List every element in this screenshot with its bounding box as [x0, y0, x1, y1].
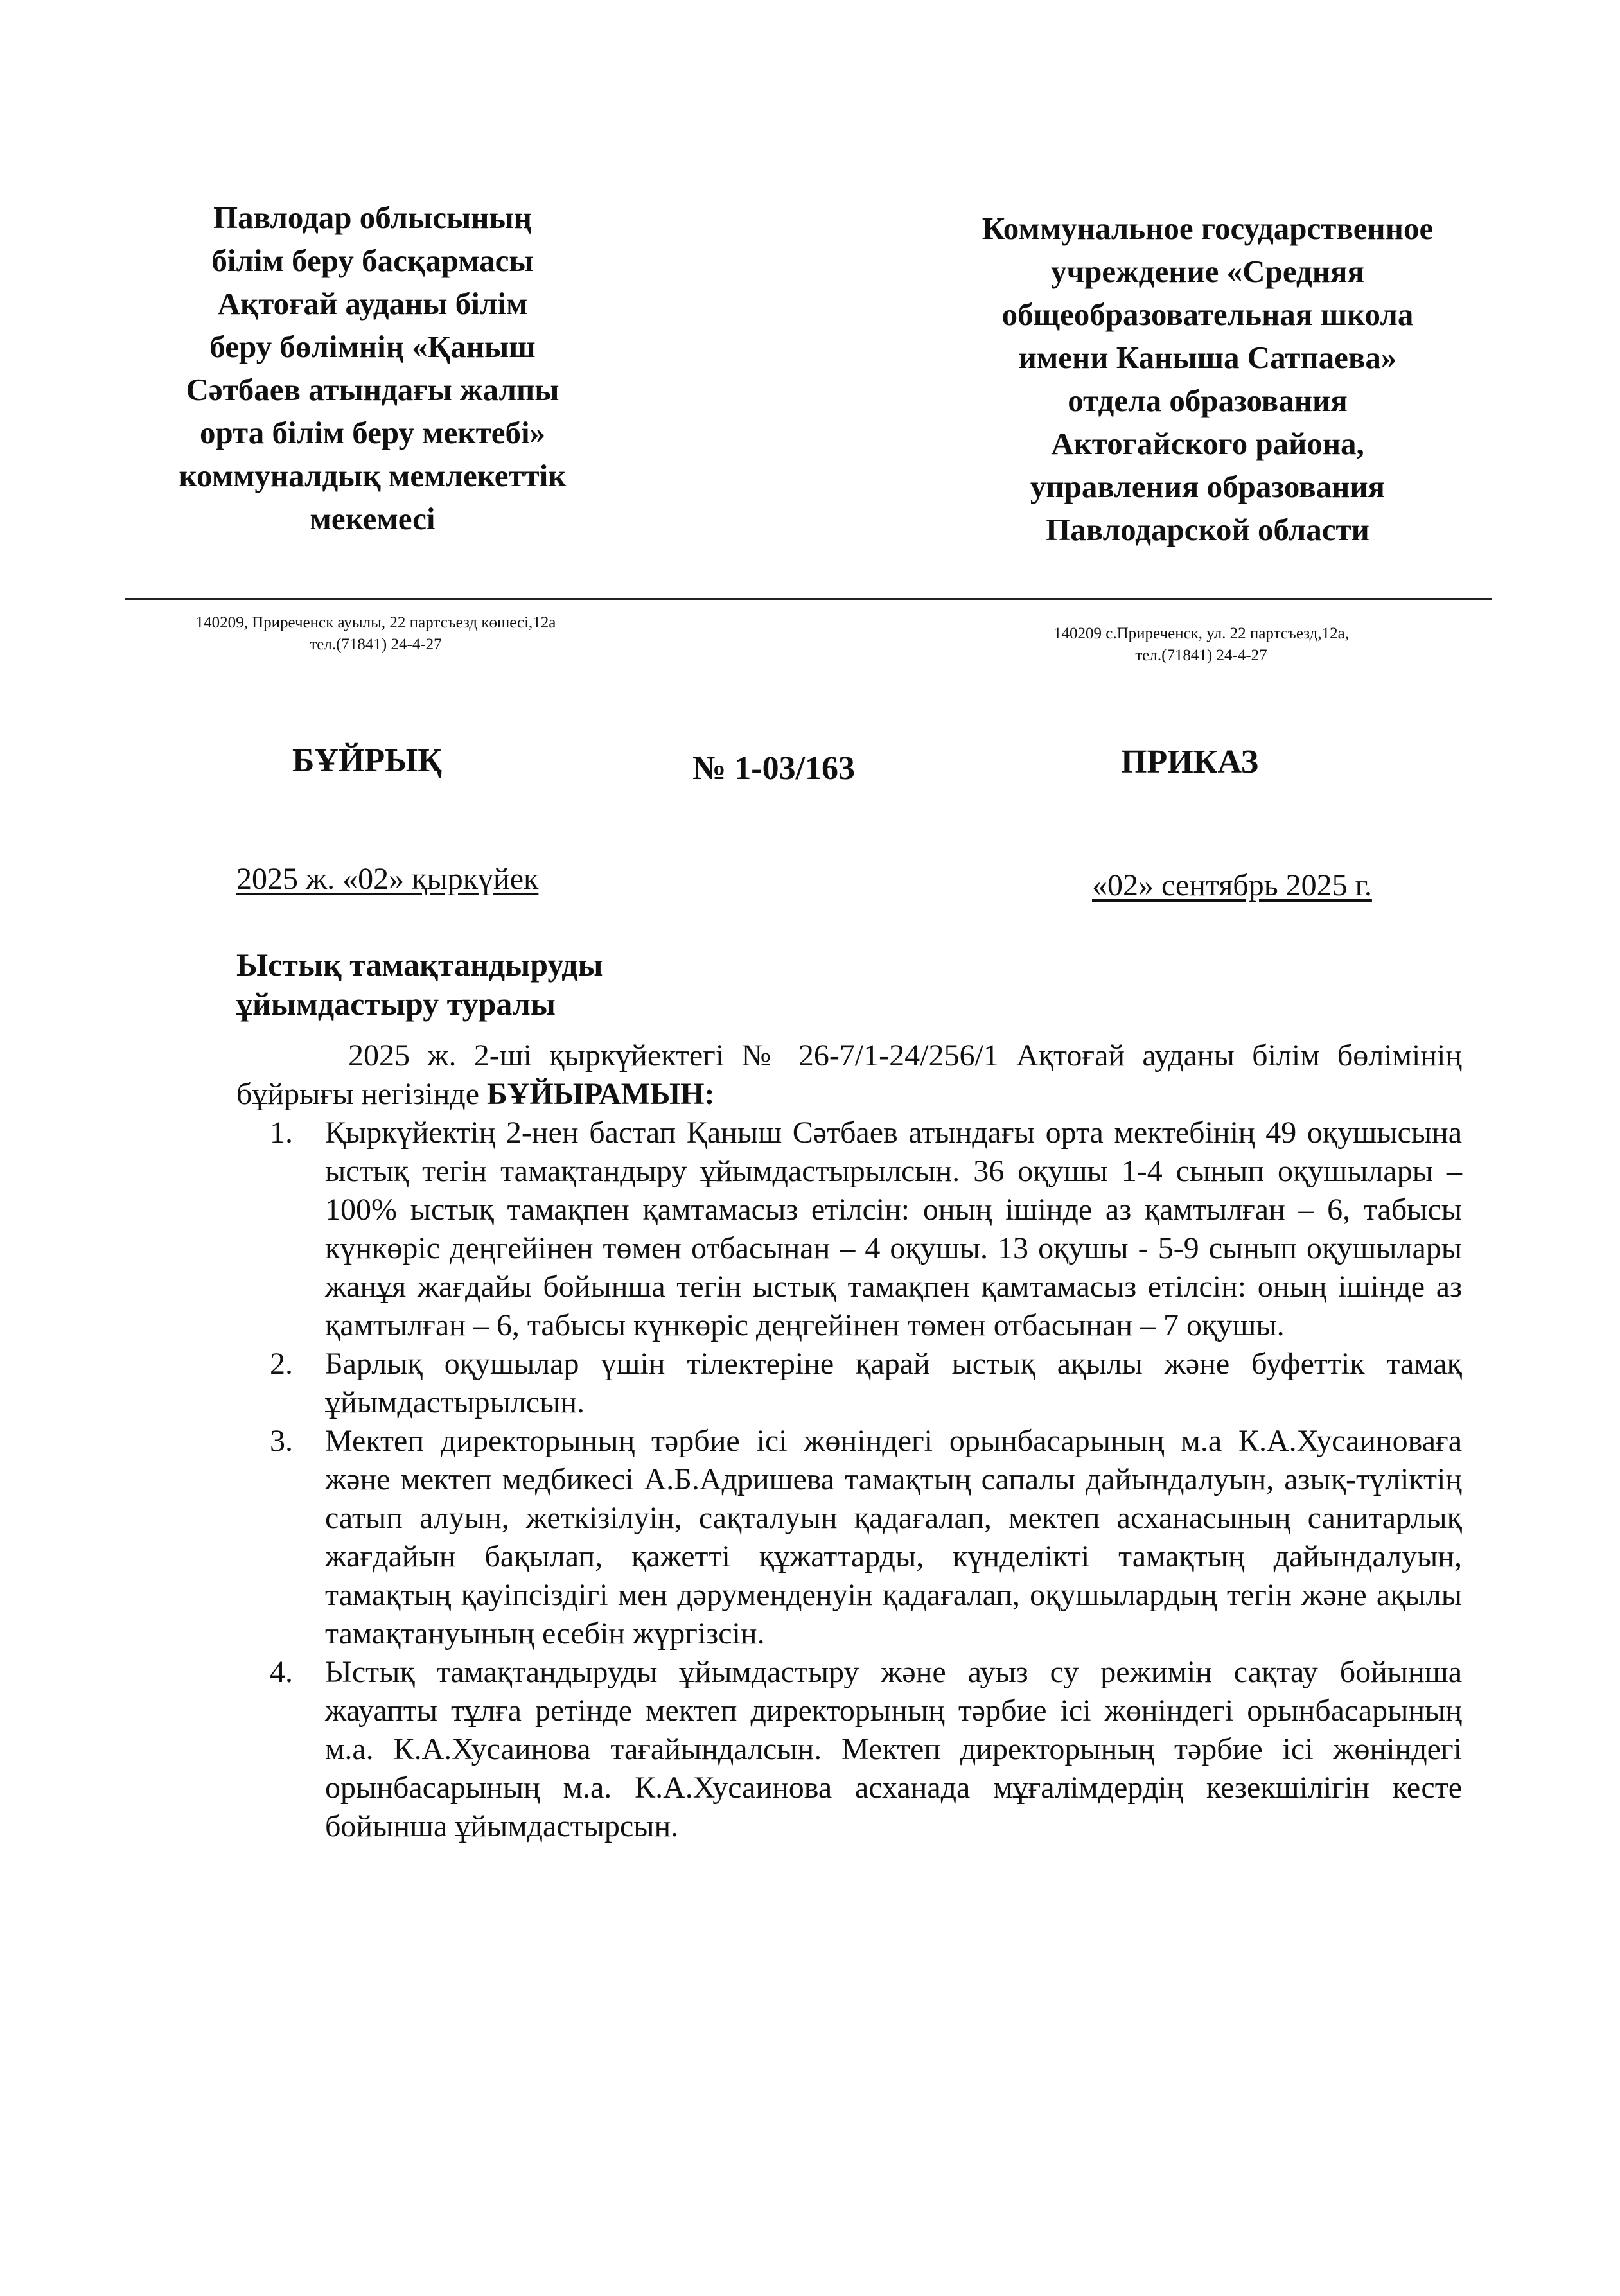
order-item-number: 3.: [270, 1424, 293, 1458]
order-preamble: [236, 1037, 1462, 1114]
order-item-text: Барлық оқушылар үшін тілектеріне қарай ыстық ақылы және буфеттік тамақ ұйымдастырылсын.: [325, 1347, 1462, 1419]
order-item: [270, 1114, 1462, 1345]
kazakh-address: 140209, Приреченск ауылы, 22 партсъезд көшесі,12а тел.(71841) 24-4-27: [195, 614, 556, 653]
order-item-text: Ыстық тамақтандыруды ұйымдастыру және ауыз су режимін сақтау бойынша жауапты тұлға ретінде мектеп директорының тәрбие ісі жөніндегі орынбасарының м.а. К.А.Хусаинова тағайындалсын. Мектеп директорының тәрбие ісі жөніндегі орынбасарының м.а. К.А.Хусаинова асханада мұғалімдердің кезекшілігін кесте бойынша ұйымдастырсын.: [325, 1655, 1462, 1843]
order-title-kazakh: БҰЙРЫҚ: [292, 742, 442, 779]
order-date-russian: «02» сентябрь 2025 г.: [1092, 868, 1372, 902]
order-date-kazakh: 2025 ж. «02» қыркүйек: [236, 862, 539, 896]
russian-address: 140209 с.Приреченск, ул. 22 партсъезд,12а, тел.(71841) 24-4-27: [1053, 625, 1349, 664]
order-item-number: 4.: [270, 1655, 293, 1689]
order-number: № 1-03/163: [692, 750, 856, 787]
order-subject: Ыстық тамақтандыруды ұйымдастыру туралы: [236, 947, 603, 1022]
kazakh-org-header: Павлодар облысының білім беру басқармасы Ақтоғай ауданы білім беру бөлімнің «Қаныш Сәтбаев атындағы жалпы орта білім беру мектебі» коммуналдық мемлекеттік мекемесі: [179, 200, 567, 536]
order-item: [270, 1345, 1462, 1422]
order-items-list: [270, 1114, 1462, 1846]
header-divider: [125, 598, 1492, 600]
preamble-text: 2025 ж. 2-ші қыркүйектегі № 26-7/1-24/256/1 Ақтоғай ауданы білім бөлімінің бұйрығы негізінде: [236, 1038, 1462, 1111]
order-item: [270, 1422, 1462, 1653]
russian-org-header: Коммунальное государственное учреждение «Средняя общеобразовательная школа имени Каныша Сатпаева» отдела образования Актогайского района, управления образования Павлодарской области: [982, 211, 1434, 547]
order-directive: БҰЙЫРАМЫН:: [487, 1077, 715, 1111]
order-item-text: Қыркүйектің 2-нен бастап Қаныш Сәтбаев атындағы орта мектебінің 49 оқушысына ыстық тегін тамақтандыру ұйымдастырылсын. 36 оқушы 1-4 сынып оқушылары – 100% ыстық тамақпен қамтамасыз етілсін: оның ішінде аз қамтылған – 6, табысы күнкөріс деңгейінен төмен отбасынан – 4 оқушы. 13 оқушы - 5-9 сынып оқушылары жанұя жағдайы бойынша тегін ыстық тамақпен қамтамасыз етілсін: оның ішінде аз қамтылған – 6, табысы күнкөріс деңгейінен төмен отбасынан – 7 оқушы.: [325, 1116, 1462, 1342]
order-item: [270, 1653, 1462, 1846]
order-item-text: Мектеп директорының тәрбие ісі жөніндегі орынбасарының м.а К.А.Хусаиноваға және мектеп медбикесі А.Б.Адришева тамақтың сапалы дайындалуын, азық-түліктің сатып алуын, жеткізілуін, сақталуын қадағалап, мектеп асханасының санитарлық жағдайын бақылап, қажетті құжаттарды, күнделікті тамақтың дайындалуын, тамақтың қауіпсіздігі мен дәруменденуін қадағалап, оқушылардың тегін және ақылы тамақтануының есебін жүргізсін.: [325, 1424, 1462, 1651]
order-title-russian: ПРИКАЗ: [1121, 744, 1259, 780]
order-item-number: 1.: [270, 1116, 293, 1150]
order-item-number: 2.: [270, 1347, 293, 1381]
